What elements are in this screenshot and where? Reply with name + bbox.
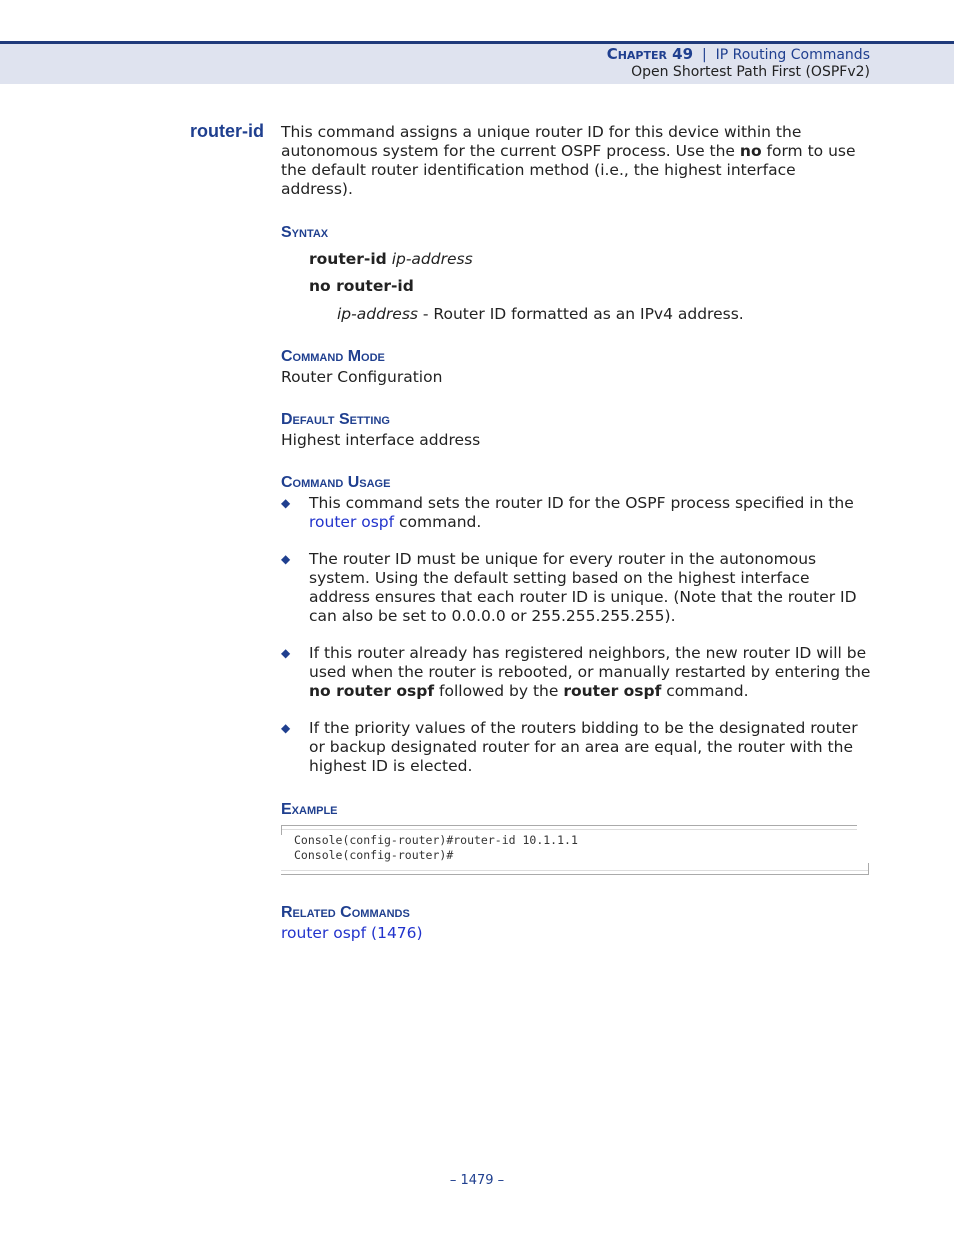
running-header-chapter <box>607 45 870 63</box>
syntax-line-2: no router-id <box>309 277 414 295</box>
code-example <box>281 825 869 875</box>
page-number: – 1479 – <box>449 1173 505 1188</box>
related-commands-heading: Related Commands <box>281 904 410 921</box>
command-usage-heading: Command Usage <box>281 474 391 491</box>
diamond-icon: ◆ <box>281 721 291 735</box>
command-mode-heading: Command Mode <box>281 348 385 365</box>
command-title: router-id <box>190 121 264 141</box>
diamond-icon: ◆ <box>281 496 291 510</box>
chapter-number: Chapter 49 <box>606 45 694 63</box>
code-top-rule <box>281 825 857 830</box>
syntax-parameter: ip-address - Router ID formatted as an IPv4 address. <box>337 305 744 323</box>
code-text <box>294 833 578 863</box>
list-item: ◆ If the priority values of the routers bidding to be the designated router or backup designated router for an area are equal, the router with the highest ID is elected. <box>281 719 858 775</box>
chapter-title: IP Routing Commands <box>715 47 870 63</box>
command-usage-list <box>281 494 871 776</box>
code-top-tick <box>281 825 282 835</box>
syntax-heading: Syntax <box>281 224 329 241</box>
list-item: ◆ The router ID must be unique for every router in the autonomous system. Using the default setting based on the highest interface address ensures that each router ID is unique. (Note that the router ID can also be set to 0.0.0.0 or 255.255.255.255). <box>281 550 857 625</box>
code-line-1: Console(config-router)#router-id 10.1.1.1 <box>294 833 578 847</box>
running-header-section: Open Shortest Path First (OSPFv2) <box>631 64 870 80</box>
list-item: ◆ This command sets the router ID for the OSPF process specified in the router ospf command. <box>281 494 854 531</box>
code-bottom-rule <box>281 870 869 875</box>
syntax-line-1: router-id ip-address <box>309 250 473 268</box>
code-bottom-tick <box>868 863 869 875</box>
command-description: This command assigns a unique router ID for this device within the autonomous system for the current OSPF process. Use the no form to use the default router identification method (i.e., the highest interface address). <box>281 123 856 198</box>
header-separator: | <box>701 47 707 63</box>
command-content <box>281 123 871 943</box>
example-heading: Example <box>281 801 338 818</box>
command-mode-value: Router Configuration <box>281 368 443 386</box>
list-item: ◆ If this router already has registered neighbors, the new router ID will be used when the router is rebooted, or manually restarted by entering the no router ospf followed by the router ospf command. <box>281 644 871 700</box>
default-setting-heading: Default Setting <box>281 411 390 428</box>
diamond-icon: ◆ <box>281 552 291 566</box>
diamond-icon: ◆ <box>281 646 291 660</box>
router-ospf-link[interactable]: router ospf <box>309 513 395 531</box>
related-command-link[interactable]: router ospf (1476) <box>281 924 423 942</box>
code-line-2: Console(config-router)# <box>294 848 454 862</box>
default-setting-value: Highest interface address <box>281 431 481 449</box>
